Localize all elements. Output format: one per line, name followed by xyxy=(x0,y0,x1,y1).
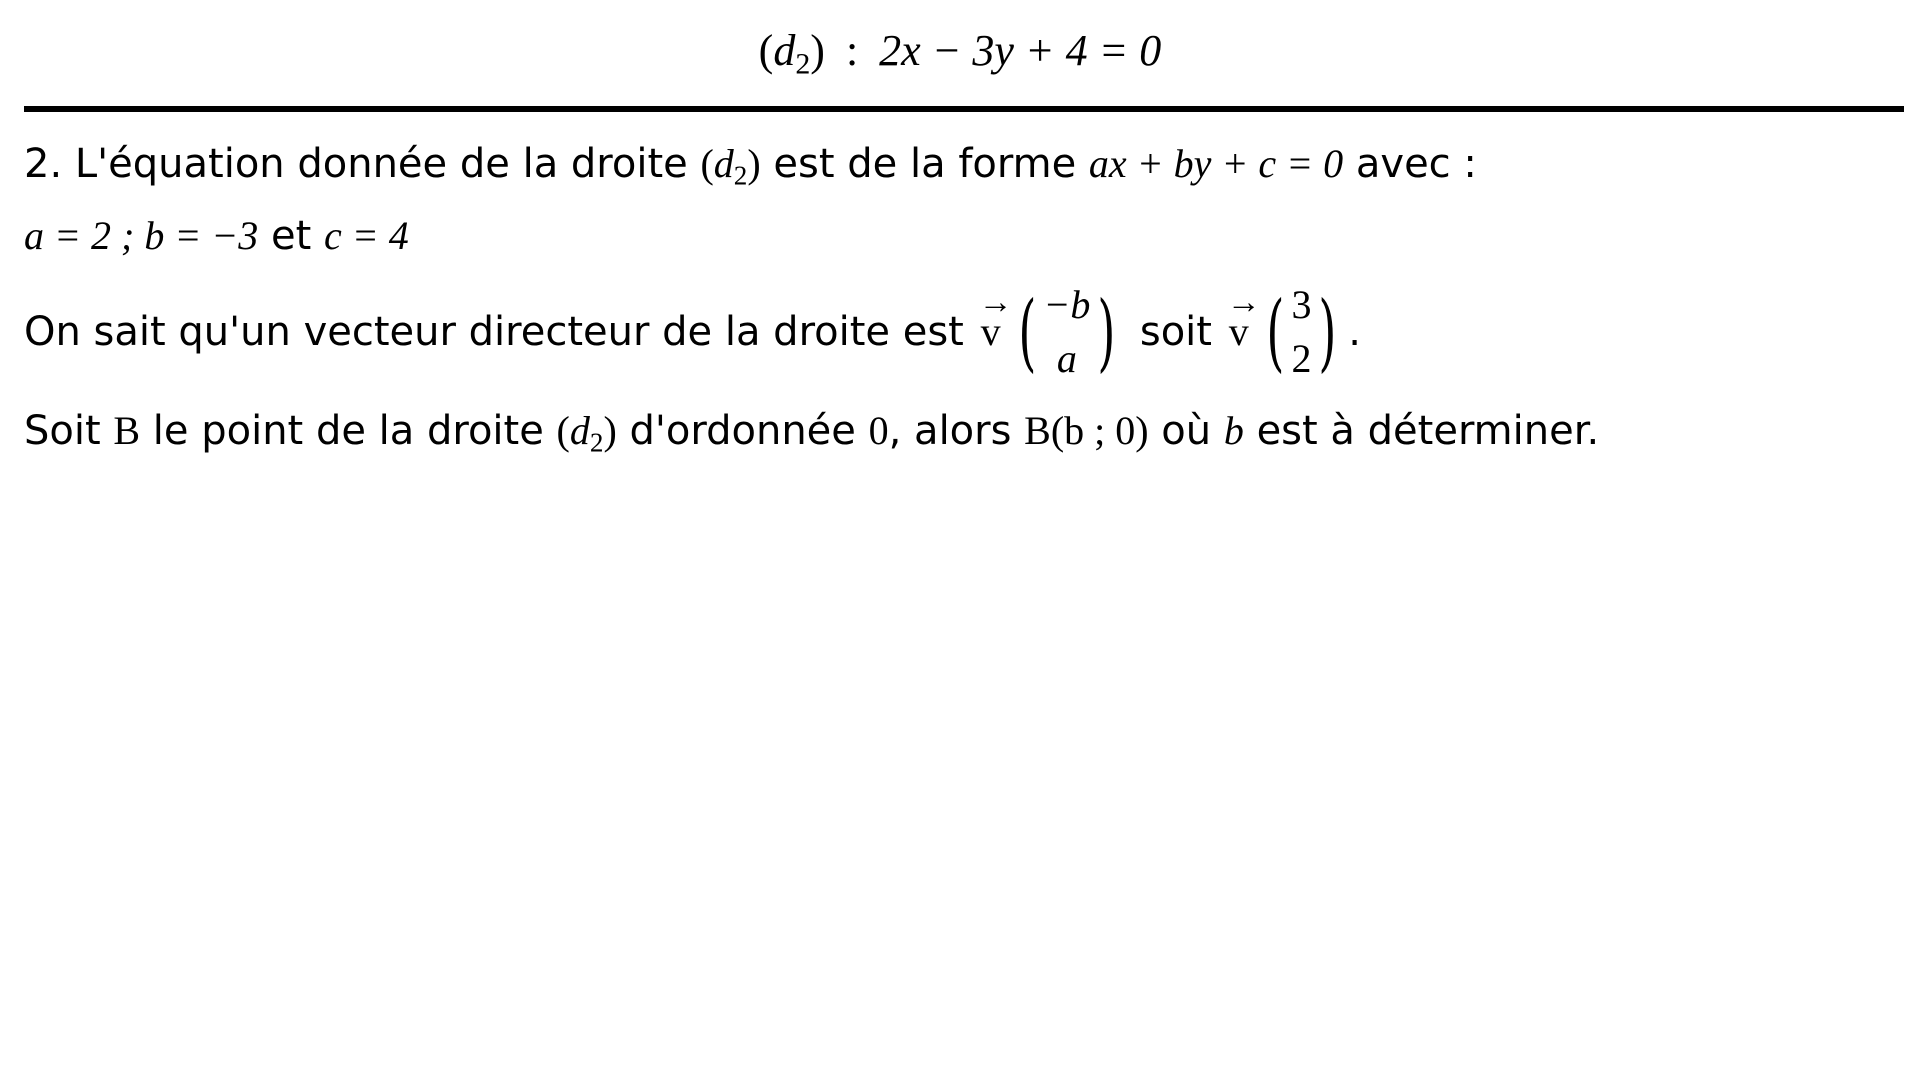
line1-text-c: avec : xyxy=(1343,141,1477,187)
left-paren-icon: ( xyxy=(1017,283,1036,381)
line4-coords: B(b ; 0) xyxy=(1024,408,1149,453)
paragraph-line-2 xyxy=(24,210,409,262)
line1-sub: 2 xyxy=(733,160,748,191)
line1-form: ax + by + c = 0 xyxy=(1088,141,1344,186)
vector-v-1 xyxy=(978,284,1013,358)
line4-sub: 2 xyxy=(589,427,604,458)
title-equation: $(d_2)$ : 2x − 3y + 4 = 0 xyxy=(758,26,1162,81)
line3-text-a: On sait qu'un vecteur directeur de la droite est xyxy=(24,309,977,355)
line4-point: B xyxy=(113,408,141,453)
vector1-bottom: a xyxy=(1056,336,1077,381)
colon: : xyxy=(845,26,859,75)
line2-et: et xyxy=(258,213,325,259)
line4-text-e: où xyxy=(1148,408,1224,454)
vector-name: v xyxy=(1228,309,1249,354)
line4-zero: 0 xyxy=(868,408,889,453)
column-vector-2 xyxy=(1259,278,1345,386)
line4-text-d: , alors xyxy=(888,408,1025,454)
line4-text-c: d'ordonnée xyxy=(616,408,869,454)
line1-text-b: est de la forme xyxy=(760,141,1089,187)
line-subscript: 2 xyxy=(795,47,811,81)
line3-end: . xyxy=(1348,309,1361,355)
vector-name: v xyxy=(980,309,1001,354)
vector-arrow-icon: → xyxy=(1226,284,1261,321)
line2-c: c = 4 xyxy=(324,213,409,258)
paragraph-line-4: Soit B le point de la droite $(d_2)$ d'ordonnée 0, alors B(b ; 0) où b est à déterminer. xyxy=(24,408,1600,458)
left-paren-icon: ( xyxy=(1266,283,1285,381)
paragraph-line-3 xyxy=(24,272,1361,392)
right-paren-icon: ) xyxy=(1097,283,1116,381)
vector2-bottom: 2 xyxy=(1291,336,1312,381)
line4-text-f: est à déterminer. xyxy=(1243,408,1600,454)
paragraph-line-1: 2. L'équation donnée de la droite $(d_2)$ est de la forme ax + by + c = 0 avec : xyxy=(24,141,1477,191)
line3-soit: soit xyxy=(1127,309,1225,355)
line1-d: d xyxy=(713,141,734,186)
line4-text-a: Soit xyxy=(24,408,114,454)
line4-text-b: le point de la droite xyxy=(140,408,557,454)
line-equation: 2x − 3y + 4 = 0 xyxy=(879,26,1162,75)
vector2-top: 3 xyxy=(1291,282,1312,327)
line1-text-a: 2. L'équation donnée de la droite xyxy=(24,141,701,187)
line-name: d xyxy=(773,26,796,75)
vector1-top: −b xyxy=(1043,282,1091,327)
line4-d: d xyxy=(569,408,590,453)
line2-ab: a = 2 ; b = −3 xyxy=(24,213,259,258)
column-vector-1 xyxy=(1011,278,1124,386)
vector-v-2 xyxy=(1226,284,1261,358)
line4-b: b xyxy=(1223,408,1244,453)
horizontal-rule xyxy=(24,106,1904,112)
right-paren-icon: ) xyxy=(1318,283,1337,381)
vector-arrow-icon: → xyxy=(978,284,1013,321)
